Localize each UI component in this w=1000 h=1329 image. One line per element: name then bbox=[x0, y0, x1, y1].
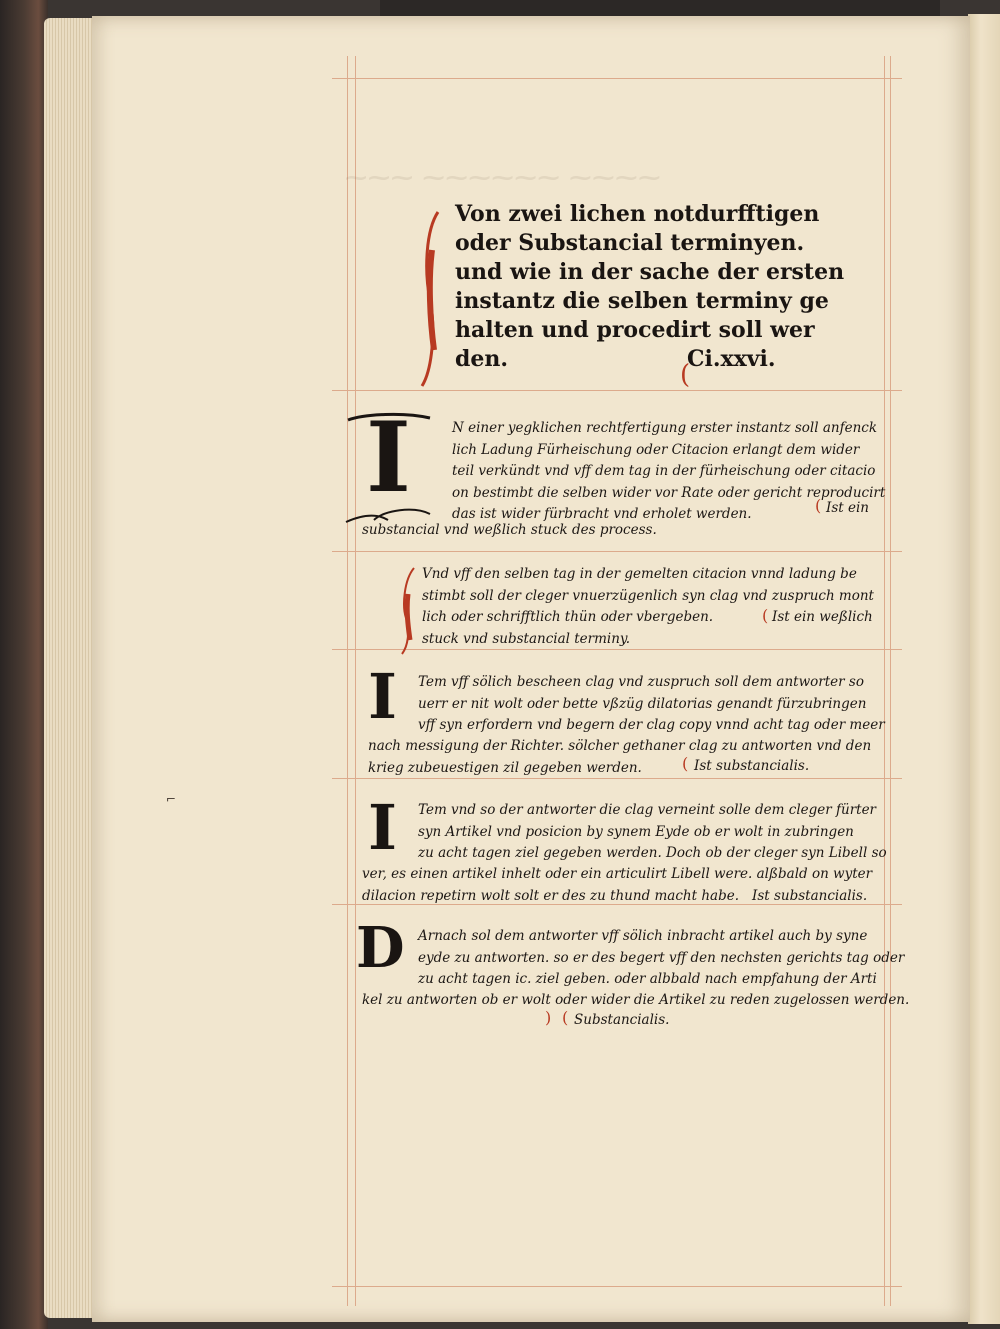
heading-line: den. bbox=[455, 346, 509, 372]
book-binding bbox=[0, 0, 48, 1329]
paragraph-tail: Ist ein weßlich bbox=[772, 609, 873, 625]
text-line: vff syn erfordern vnd begern der clag copy vnnd acht tag oder meer bbox=[418, 717, 885, 733]
drop-cap-initial: D bbox=[356, 915, 405, 981]
paragraph-4 bbox=[418, 800, 887, 865]
text-line: uerr er nit wolt oder bette vßzüg dilatorias genandt fürzubringen bbox=[418, 695, 867, 712]
ruling-line-heading bbox=[332, 390, 902, 391]
text-line: Vnd vff den selben tag in der gemelten citacion vnnd ladung be bbox=[422, 566, 857, 582]
facing-page-edge bbox=[968, 14, 1000, 1324]
paragraph-red-mark: ( bbox=[562, 1008, 569, 1027]
text-line: on bestimbt die selben wider vor Rate oder gericht reproducirt bbox=[452, 484, 886, 501]
text-line: teil verkündt vnd vff dem tag in der fürheischung oder citacio bbox=[452, 463, 876, 479]
text-line: lich Ladung Fürheischung oder Citacion erlangt dem wider bbox=[452, 441, 860, 458]
text-line: dilacion repetirn wolt solt er des zu thund macht habe. bbox=[362, 887, 739, 904]
text-line: krieg zubeuestigen zil gegeben werden. bbox=[368, 759, 642, 776]
ruling-line-top bbox=[332, 78, 902, 79]
chapter-heading bbox=[455, 200, 845, 374]
text-line: substancial vnd weßlich stuck des process. bbox=[362, 522, 657, 538]
chapter-number: Ci.xxvi. bbox=[687, 346, 776, 372]
heading-line: und wie in der sache der ersten bbox=[455, 259, 845, 285]
text-line: Tem vff sölich bescheen clag vnd zuspruch soll dem antworter so bbox=[418, 674, 864, 690]
chapter-red-mark: ( bbox=[680, 360, 691, 390]
paragraph-red-mark: ( bbox=[815, 496, 822, 515]
paragraph-tail: Ist substancialis. bbox=[694, 758, 810, 774]
text-line: N einer yegklichen rechtfertigung erster instantz soll anfenck bbox=[452, 420, 878, 436]
drop-cap-initial: I bbox=[368, 660, 398, 733]
ruling-line-p1 bbox=[332, 551, 902, 552]
heading-red-bracket bbox=[418, 210, 448, 390]
drop-cap-initial: I bbox=[368, 791, 398, 864]
text-line: zu acht tagen ic. ziel geben. oder albbald nach empfahung der Arti bbox=[418, 971, 877, 987]
text-line: Arnach sol dem antworter vff sölich inbracht artikel auch by syne bbox=[418, 928, 868, 944]
text-line: kel zu antworten ob er wolt oder wider die Artikel zu reden zugelossen werden. bbox=[362, 992, 910, 1008]
paragraph-red-mark: ( bbox=[682, 754, 689, 773]
text-line: syn Artikel vnd posicion by synem Eyde ob er wolt in zubringen bbox=[418, 823, 854, 840]
paragraph-red-bracket bbox=[398, 566, 420, 656]
text-line: das ist wider fürbracht vnd erholet werden. bbox=[452, 506, 752, 522]
ruling-line-left-inner bbox=[355, 56, 356, 1306]
ruling-line-bottom bbox=[332, 1286, 902, 1287]
paragraph-1-last bbox=[362, 520, 657, 542]
paragraph-tail: Substancialis. bbox=[574, 1012, 670, 1028]
text-line: ver, es einen artikel inhelt oder ein articulirt Libell were. alßbald on wyter bbox=[362, 866, 873, 882]
ruling-line-right-outer bbox=[890, 56, 891, 1306]
text-line: stuck vnd substancial terminy. bbox=[422, 630, 631, 647]
paragraph-5 bbox=[418, 926, 904, 991]
paragraph-tail: Ist substancialis. bbox=[752, 888, 868, 904]
heading-line: halten und procedirt soll wer bbox=[455, 317, 815, 343]
text-line: nach messigung der Richter. sölcher gethaner clag zu antworten vnd den bbox=[368, 738, 872, 754]
paragraph-3 bbox=[418, 672, 885, 737]
margin-mark: ⌐ bbox=[166, 792, 177, 806]
paragraph-5-cont bbox=[362, 990, 909, 1012]
text-line: stimbt soll der cleger vnuerzügenlich syn clag vnd zuspruch mont bbox=[422, 587, 874, 604]
paragraph-red-mark: ( bbox=[762, 606, 769, 625]
text-line: Tem vnd so der antworter die clag verneint solle dem cleger fürter bbox=[418, 802, 877, 818]
page-edges bbox=[44, 18, 96, 1318]
heading-line: oder Substancial terminyen. bbox=[455, 230, 805, 256]
text-line: eyde zu antworten. so er des begert vff den nechsten gerichts tag oder bbox=[418, 949, 905, 966]
drop-cap-initial: I bbox=[366, 401, 411, 514]
heading-line: instantz die selben terminy ge bbox=[455, 288, 829, 314]
text-line: zu acht tagen ziel gegeben werden. Doch ob der cleger syn Libell so bbox=[418, 845, 887, 861]
text-line: lich oder schrifftlich thün oder vbergeben. bbox=[422, 609, 714, 625]
show-through-text: ⁓⁓⁓ ⁓⁓⁓⁓⁓⁓ ⁓⁓⁓⁓ bbox=[345, 165, 662, 191]
paragraph-red-mark: ) bbox=[545, 1008, 552, 1027]
ruling-line-left bbox=[347, 56, 348, 1306]
paragraph-tail: Ist ein bbox=[826, 500, 869, 516]
cover-edge bbox=[380, 0, 940, 16]
heading-line: Von zwei lichen notdurfftigen bbox=[455, 201, 820, 227]
